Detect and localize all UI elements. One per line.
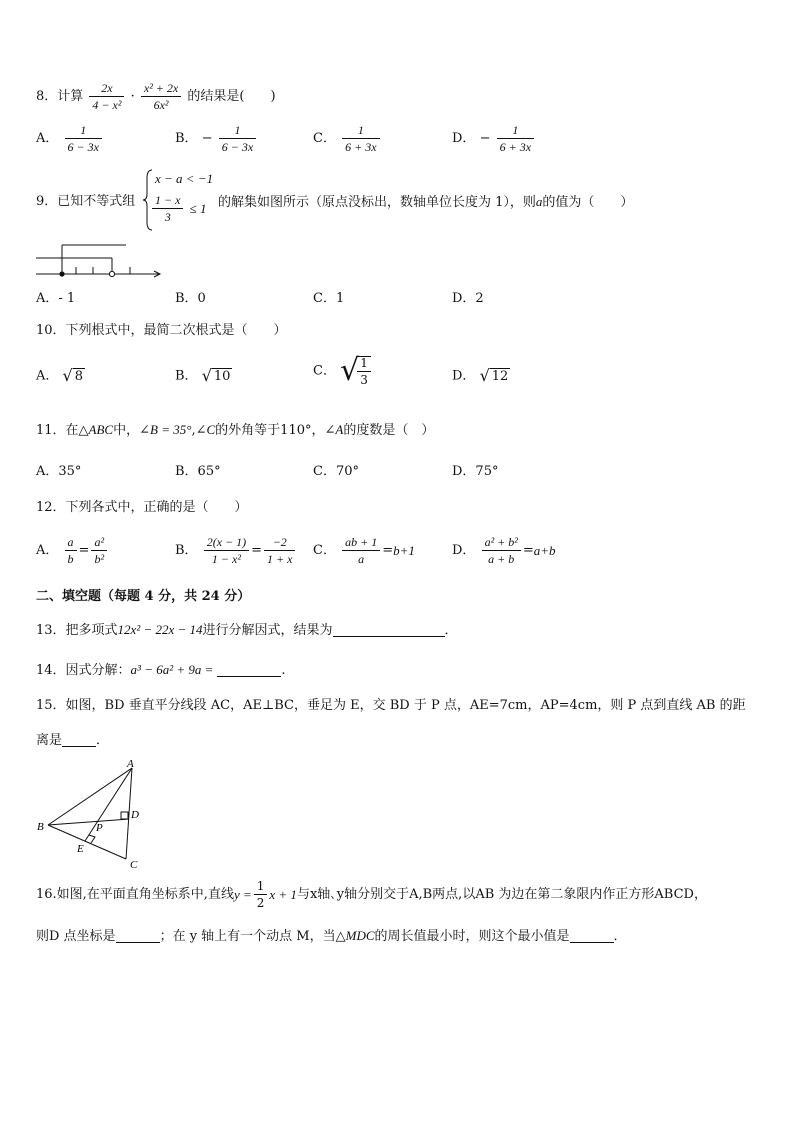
question-9-suffix: 的解集如图所示（原点没标出，数轴单位长度为 1），则a的值为（ ） xyxy=(218,194,634,210)
q9-option-b[interactable]: B．0 xyxy=(175,291,206,306)
q8-fraction-1: $\frac{2x}{\text{4 − x²}}$ xyxy=(89,82,124,111)
q15-label-e: E xyxy=(77,843,84,855)
q9-open-point xyxy=(109,271,114,276)
q10-option-a[interactable]: A． √ 8 xyxy=(36,366,84,385)
question-16-line-1: 16.如图,在平面直角坐标系中,直线y = $\frac{1}{2}$ x + 1与x轴､y轴分别交于A,B两点,以AB 为边在第二象限内作正方形ABCD， xyxy=(36,879,707,910)
q9-inequality-1: x − a < −1 xyxy=(155,171,214,186)
q9-solid-point xyxy=(59,271,64,276)
q11-option-c[interactable]: C．70° xyxy=(313,464,359,479)
q15-label-c: C xyxy=(130,859,138,871)
q10-option-c[interactable]: C． √ $\frac{1}{3}$ xyxy=(313,356,373,386)
q8-option-d[interactable]: D． − $\frac{1}{6 + 3x}$ xyxy=(452,124,536,153)
q16-answer-blank-2[interactable] xyxy=(570,929,614,943)
question-11: 11．在△ABC中，∠B = 35°,∠C的外角等于110°，∠A的度数是（ ） xyxy=(36,422,435,438)
q10-option-d[interactable]: D． √ 12 xyxy=(452,366,509,385)
q8-fraction-2: $\frac{\text{x² + 2x}}{\text{6x²}}$ xyxy=(141,82,181,111)
q11-option-d[interactable]: D．75° xyxy=(452,464,499,479)
q15-triangle-figure xyxy=(34,756,154,876)
q10-option-b[interactable]: B． √ 10 xyxy=(175,366,231,385)
q16-answer-blank-1[interactable] xyxy=(116,929,160,943)
q12-option-a[interactable]: A． $\frac{a}{b}$ = $\frac{\text{a²}}{\text{b²}}$ xyxy=(36,536,109,565)
q9-inequality-2: $\frac{1 - x}{3}$ ≤ 1 xyxy=(150,194,206,223)
q8-option-c[interactable]: C． $\frac{1}{6 + 3x}$ xyxy=(313,124,382,153)
q9-option-c[interactable]: C．1 xyxy=(313,291,345,306)
q15-label-b: B xyxy=(37,821,44,833)
q8-prefix: 8．计算 xyxy=(36,89,84,104)
q15-label-a: A xyxy=(127,758,134,770)
q15-label-p: P xyxy=(96,822,103,834)
q15-answer-blank[interactable] xyxy=(62,733,96,747)
question-13: 13．把多项式12x² − 22x − 14进行分解因式，结果为 ． xyxy=(36,622,458,638)
q8-suffix: 的结果是( ) xyxy=(187,89,276,104)
q9-option-a[interactable]: A．- 1 xyxy=(36,291,76,306)
q8-dot: · xyxy=(130,89,135,104)
q11-option-b[interactable]: B．65° xyxy=(175,464,221,479)
q13-answer-blank[interactable] xyxy=(333,623,445,637)
section-2-heading: 二、填空题（每题 4 分，共 24 分） xyxy=(36,589,251,604)
q9-option-d[interactable]: D．2 xyxy=(452,291,484,306)
q15-label-d: D xyxy=(131,809,139,821)
question-16-line-2: 则D 点坐标是 ；在 y 轴上有一个动点 M，当△MDC的周长值最小时，则这个最小值是 ． xyxy=(36,928,627,944)
question-14: 14．因式分解：a³ − 6a² + 9a = . xyxy=(36,662,286,678)
q11-option-a[interactable]: A．35° xyxy=(36,464,82,479)
q12-option-c[interactable]: C． $\frac{ab + 1}{a}$ =b+1 xyxy=(313,535,415,566)
q12-option-b[interactable]: B． $\frac{2(x - 1)}{\text{1 − x²}}$ = $\frac{-2}{1 + x}$ xyxy=(175,536,297,565)
question-12: 12．下列各式中，正确的是（ ） xyxy=(36,500,248,515)
q8-option-b[interactable]: B． − $\frac{1}{6 - 3x}$ xyxy=(175,124,258,153)
q8-option-a[interactable]: A． $\frac{1}{6 - 3x}$ xyxy=(36,124,104,153)
q9-number-line xyxy=(36,238,166,280)
question-8 xyxy=(36,82,276,111)
question-15-line-2: 离是 ． xyxy=(36,733,110,748)
question-9-prefix: 9．已知不等式组 xyxy=(36,194,136,209)
q12-option-d[interactable]: D． $\frac{\text{a² + b²}}{a + b}$ =a+b xyxy=(452,535,556,566)
question-15-line-1: 15．如图，BD 垂直平分线段 AC，AE⊥BC，垂足为 E，交 BD 于 P 点，AE=7cm，AP=4cm，则 P 点到直线 AB 的距 xyxy=(36,698,746,713)
question-10: 10．下列根式中，最简二次根式是（ ） xyxy=(36,323,287,338)
q14-answer-blank[interactable] xyxy=(217,663,281,677)
